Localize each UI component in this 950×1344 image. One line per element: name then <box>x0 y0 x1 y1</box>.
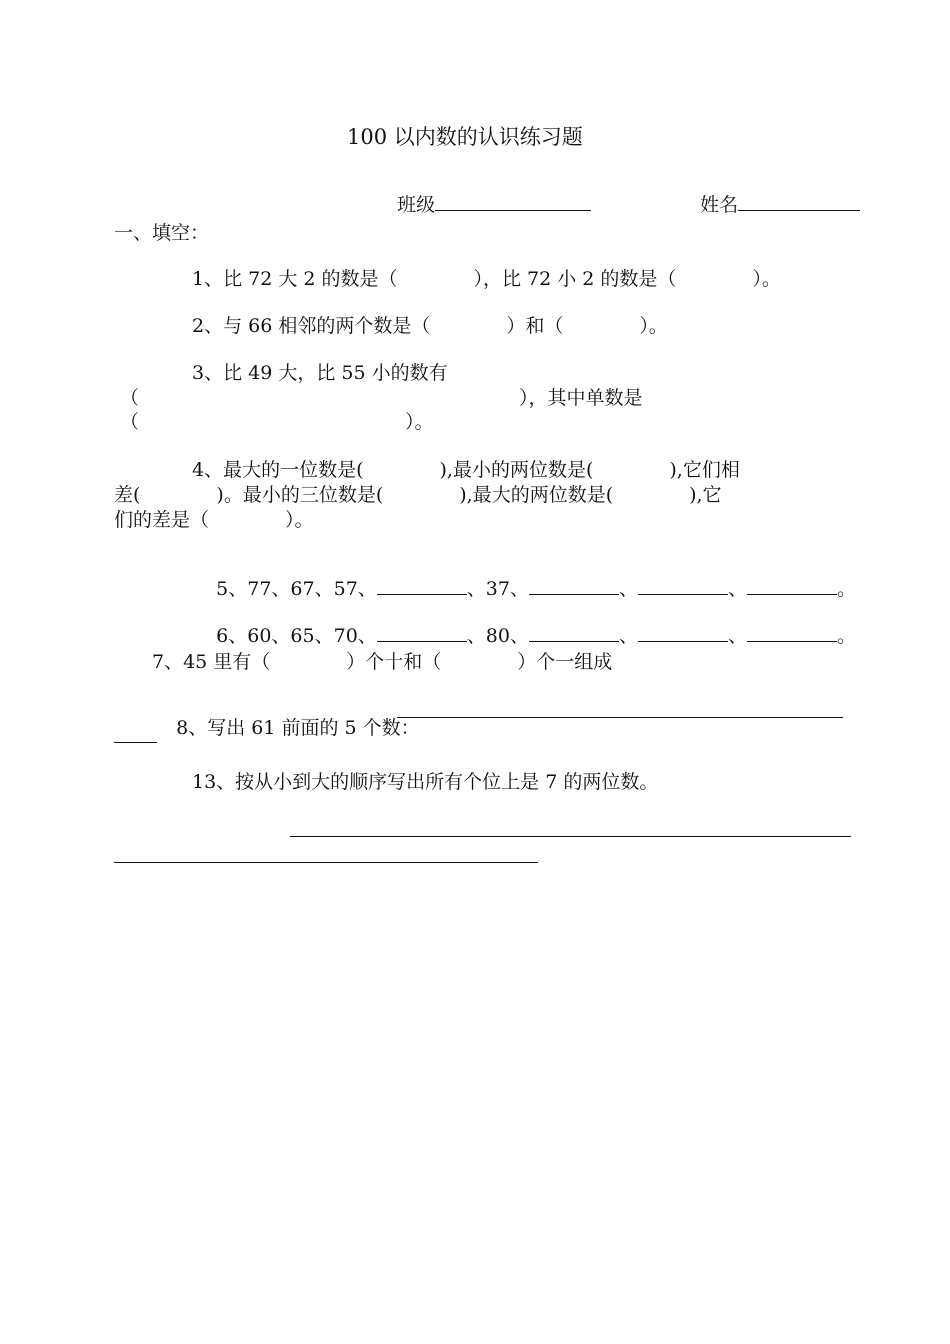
answer-line[interactable] <box>114 862 538 863</box>
answer-line[interactable] <box>290 836 851 837</box>
question-5-end: 。 <box>837 578 857 600</box>
question-5-prefix: 5、77、67、57、 <box>216 578 377 600</box>
answer-line[interactable] <box>397 717 843 718</box>
answer-blank[interactable] <box>638 578 728 595</box>
question-6-mid: 、80、 <box>466 625 529 647</box>
name-field <box>676 175 860 234</box>
answer-blank[interactable] <box>377 578 467 595</box>
question-4-line-2: 差( )。最小的三位数是( ),最大的两位数是( ),它 <box>114 484 722 506</box>
separator: 、 <box>618 625 638 647</box>
answer-blank[interactable] <box>747 578 837 595</box>
answer-blank[interactable] <box>747 625 837 642</box>
answer-blank[interactable] <box>377 625 467 642</box>
question-2: 2、与 66 相邻的两个数是（ ）和（ ）。 <box>192 315 668 337</box>
question-4-line-3: 们的差是（ ）。 <box>114 509 314 531</box>
question-7: 7、45 里有（ ）个十和（ ）个一组成 <box>152 651 613 673</box>
question-4-line-1: 4、最大的一位数是( ),最小的两位数是( ),它们相 <box>192 459 740 481</box>
answer-line[interactable] <box>114 742 157 743</box>
question-3-line-3: （ ）。 <box>120 411 434 433</box>
separator: 、 <box>728 625 748 647</box>
separator: 、 <box>728 578 748 600</box>
answer-blank[interactable] <box>529 578 619 595</box>
answer-blank[interactable] <box>529 625 619 642</box>
question-8-text: 8、写出 61 前面的 5 个数： <box>176 717 420 739</box>
page-title: 100 以内数的认识练习题 <box>347 125 583 149</box>
name-blank[interactable] <box>738 194 860 211</box>
question-13: 13、按从小到大的顺序写出所有个位上是 7 的两位数。 <box>192 771 659 793</box>
class-field <box>373 175 591 234</box>
question-6-end: 。 <box>837 625 857 647</box>
question-3-line-1: 3、比 49 大，比 55 小的数有 <box>192 362 448 384</box>
question-8 <box>152 700 420 757</box>
separator: 、 <box>618 578 638 600</box>
answer-blank[interactable] <box>638 625 728 642</box>
question-3-line-2: （ ），其中单数是 <box>120 387 643 409</box>
question-6-prefix: 6、60、65、70、 <box>216 625 377 647</box>
question-1: 1、比 72 大 2 的数是（ ），比 72 小 2 的数是（ ）。 <box>192 268 781 290</box>
name-label: 姓名 <box>700 194 739 216</box>
question-5-mid: 、37、 <box>466 578 529 600</box>
section-heading: 一、填空： <box>114 222 210 244</box>
class-blank[interactable] <box>435 194 591 211</box>
class-label: 班级 <box>397 194 436 216</box>
